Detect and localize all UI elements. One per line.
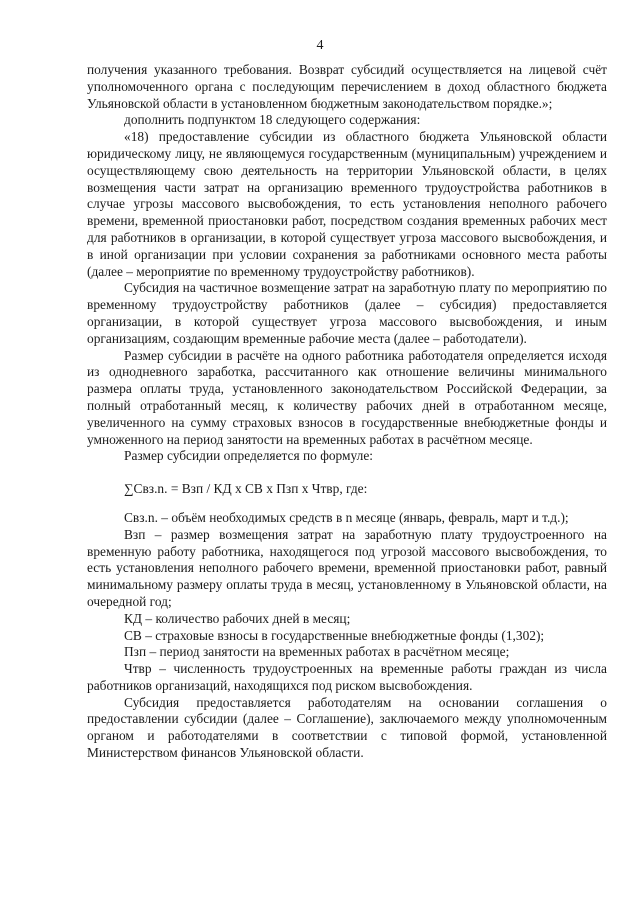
definition: СВ – страховые взносы в государственные внебюджетные фонды (1,302); (124, 627, 545, 643)
definition: Взп – размер возмещения затрат на заработную плату трудоустроенного на временную работу работника, находящегося под угрозой массового высвобождения, то есть установления неполного рабочего времени, временной приостановки работ, равный минимальному размеру оплаты труда в месяц, установленному в Ульяновской области, на очередной год; (87, 526, 607, 609)
definition: КД – количество рабочих дней в месяц; (124, 610, 351, 626)
page-number: 4 (316, 38, 324, 53)
paragraph: получения указанного требования. Возврат субсидий осуществляется на лицевой счёт уполномоченного органа с последующим перечислением в доход областного бюджета Ульяновской области в установленном бюджетным законодательством порядке.»; (87, 62, 607, 111)
paragraph: Размер субсидии определяется по формуле: (124, 448, 373, 464)
paragraph: дополнить подпунктом 18 следующего содержания: (124, 112, 421, 128)
definition: Свз.n. – объём необходимых средств в n месяце (январь, февраль, март и т.д.); (124, 509, 569, 525)
paragraph: Субсидия на частичное возмещение затрат на заработную плату по мероприятию по временному трудоустройству работников (далее – субсидия) предоставляется организации, в которой существует угроза массового высвобождения, и иным организациям, создающим временные рабочие места (далее – работодатели). (87, 280, 607, 346)
formula: ∑Свз.n. = Взп / КД х СВ х Пзп х Чтвр, где: (124, 481, 368, 497)
document-body (87, 62, 607, 762)
definition: Чтвр – численность трудоустроенных на временные работы граждан из числа работников организаций, находящихся под риском высвобождения. (87, 661, 607, 693)
paragraph: Субсидия предоставляется работодателям на основании соглашения о предоставлении субсидии (далее – Соглашение), заключаемого между уполномоченным органом и работодателями в соответствии с типовой формой, установленной Министерством финансов Ульяновской области. (87, 694, 607, 761)
paragraph: «18) предоставление субсидии из областного бюджета Ульяновской области юридическому лицу, не являющемуся государственным (муниципальным) учреждением и осуществляющему свою деятельность на территории Ульяновской области, в целях возмещения части затрат на организацию временного трудоустройства работников в случае угрозы массового высвобождения, то есть установления неполного рабочего времени, временной приостановки работ, посредством создания временных рабочих мест для работников в организации, в которой существует угроза массового высвобождения, и в иной организации при условии сохранения за работниками основного места работы (далее – мероприятие по временному трудоустройству работников). (87, 129, 607, 279)
paragraph: Размер субсидии в расчёте на одного работника работодателя определяется исходя из однодневного заработка, рассчитанного как отношение величины минимального размера оплаты труда, установленного законодательством Российской Федерации, за полный отработанный месяц, к количеству рабочих дней в отработанном месяце, увеличенного на сумму страховых взносов в государственные внебюджетные фонды и умноженного на период занятости на временных работах в расчётном месяце. (87, 347, 607, 447)
definition: Пзп – период занятости на временных работах в расчётном месяце; (124, 644, 510, 660)
